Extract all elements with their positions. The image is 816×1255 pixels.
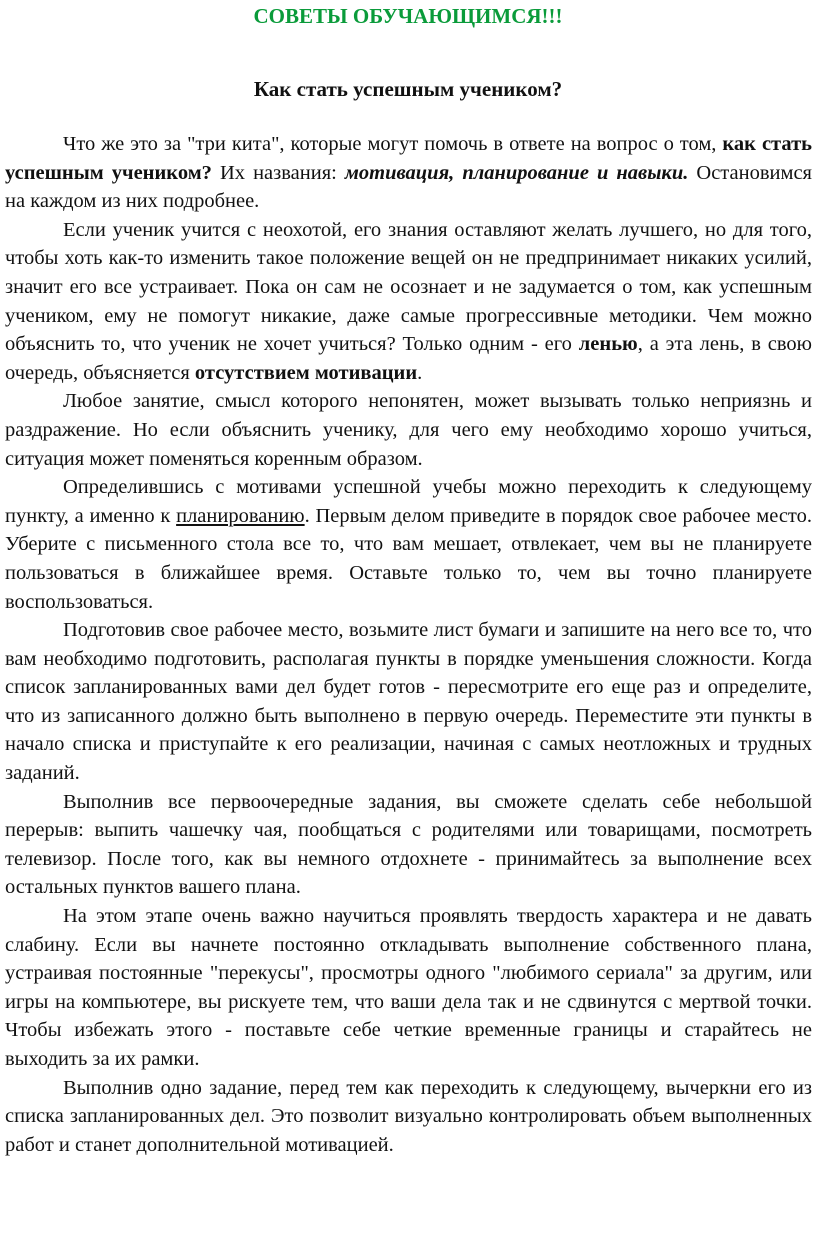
article-body <box>5 130 812 1159</box>
bold-laziness: ленью <box>578 333 638 356</box>
paragraph-motivation <box>5 216 812 388</box>
paragraph-intro <box>5 130 812 216</box>
text-run: Определившись с мотивами успешной учебы можно переходить к следующему пункту, а именно к <box>5 476 812 527</box>
bold-italic-terms: мотивация, планирование и навыки. <box>344 161 689 184</box>
underlined-planning: планированию <box>176 504 305 527</box>
page-subtitle: Как стать успешным учеником? <box>253 77 563 101</box>
text-run: . <box>417 361 423 384</box>
paragraph-task-list: Подготовив свое рабочее место, возьмите лист бумаги и запишите на него все то, что вам необходимо подготовить, располагая пункты в порядке уменьшения сложности. Когда список запланированных вами дел будет готов - пересмотрите его еще раз и определите, что из записанного должно быть выполнено в первую очередь. Переместите эти пункты в начало списка и приступайте к его реализации, начиная с самых неотложных и трудных заданий. <box>5 619 812 785</box>
text-run: , а эта лень, в свою очередь, объясняется <box>5 333 812 384</box>
paragraph-break: Выполнив все первоочередные задания, вы сможете сделать себе небольшой перерыв: выпить чашечку чая, пообщаться с родителями или товарищами, посмотреть телевизор. После того, как вы немного отдохнете - принимайтесь за выполнение всех остальных пунктов вашего плана. <box>5 790 812 899</box>
paragraph-planning <box>5 473 812 616</box>
text-run: . Первым делом приведите в порядок свое рабочее место. Уберите с письменного стола все то, что вам мешает, отвлекает, чем вы не планируете пользоваться в ближайшее время. Оставьте только то, чем вы точно планируете воспользоваться. <box>5 504 812 613</box>
paragraph-cross-out: Выполнив одно задание, перед тем как переходить к следующему, вычеркни его из списка запланированных дел. Это позволит визуально контролировать объем выполненных работ и станет дополнительной мотивацией. <box>5 1076 812 1156</box>
bold-question: как стать успешным учеником? <box>5 133 812 184</box>
text-run: Их названия: <box>211 161 345 184</box>
text-run: Что же это за "три кита", которые могут помочь в ответе на вопрос о том, <box>63 133 723 155</box>
paragraph-discipline: На этом этапе очень важно научиться проявлять твердость характера и не давать слабину. Если вы начнете постоянно откладывать выполнение собственного плана, устраивая постоянные "перекусы", просмотры одного "любимого сериала" за другим, или игры на компьютере, вы рискуете тем, что ваши дела так и не сдвинутся с мертвой точки. Чтобы избежать этого - поставьте себе четкие временные границы и старайтесь не выходить за их рамки. <box>5 905 812 1070</box>
bold-lack-of-motivation: отсутствием мотивации <box>194 361 418 384</box>
paragraph-explanation: Любое занятие, смысл которого непонятен, может вызывать только неприязнь и раздражение. Но если объяснить ученику, для чего ему необходимо хорошо учиться, ситуация может поменяться коренным образом. <box>5 390 812 470</box>
page-title: СОВЕТЫ ОБУЧАЮЩИМСЯ!!! <box>253 4 563 28</box>
text-run: Остановимся на каждом из них подробнее. <box>5 161 812 213</box>
text-run: Если ученик учится с неохотой, его знания оставляют желать лучшего, но для того, чтобы хоть как-то изменить такое положение вещей он не предпринимает никаких усилий, значит его все устраивает. Пока он сам не осознает и не задумается о том, как успешным учеником, ему не помогут никакие, даже самые прогрессивные методики. Чем можно объяснить то, что ученик не хочет учиться? Только одним - его <box>5 218 812 356</box>
